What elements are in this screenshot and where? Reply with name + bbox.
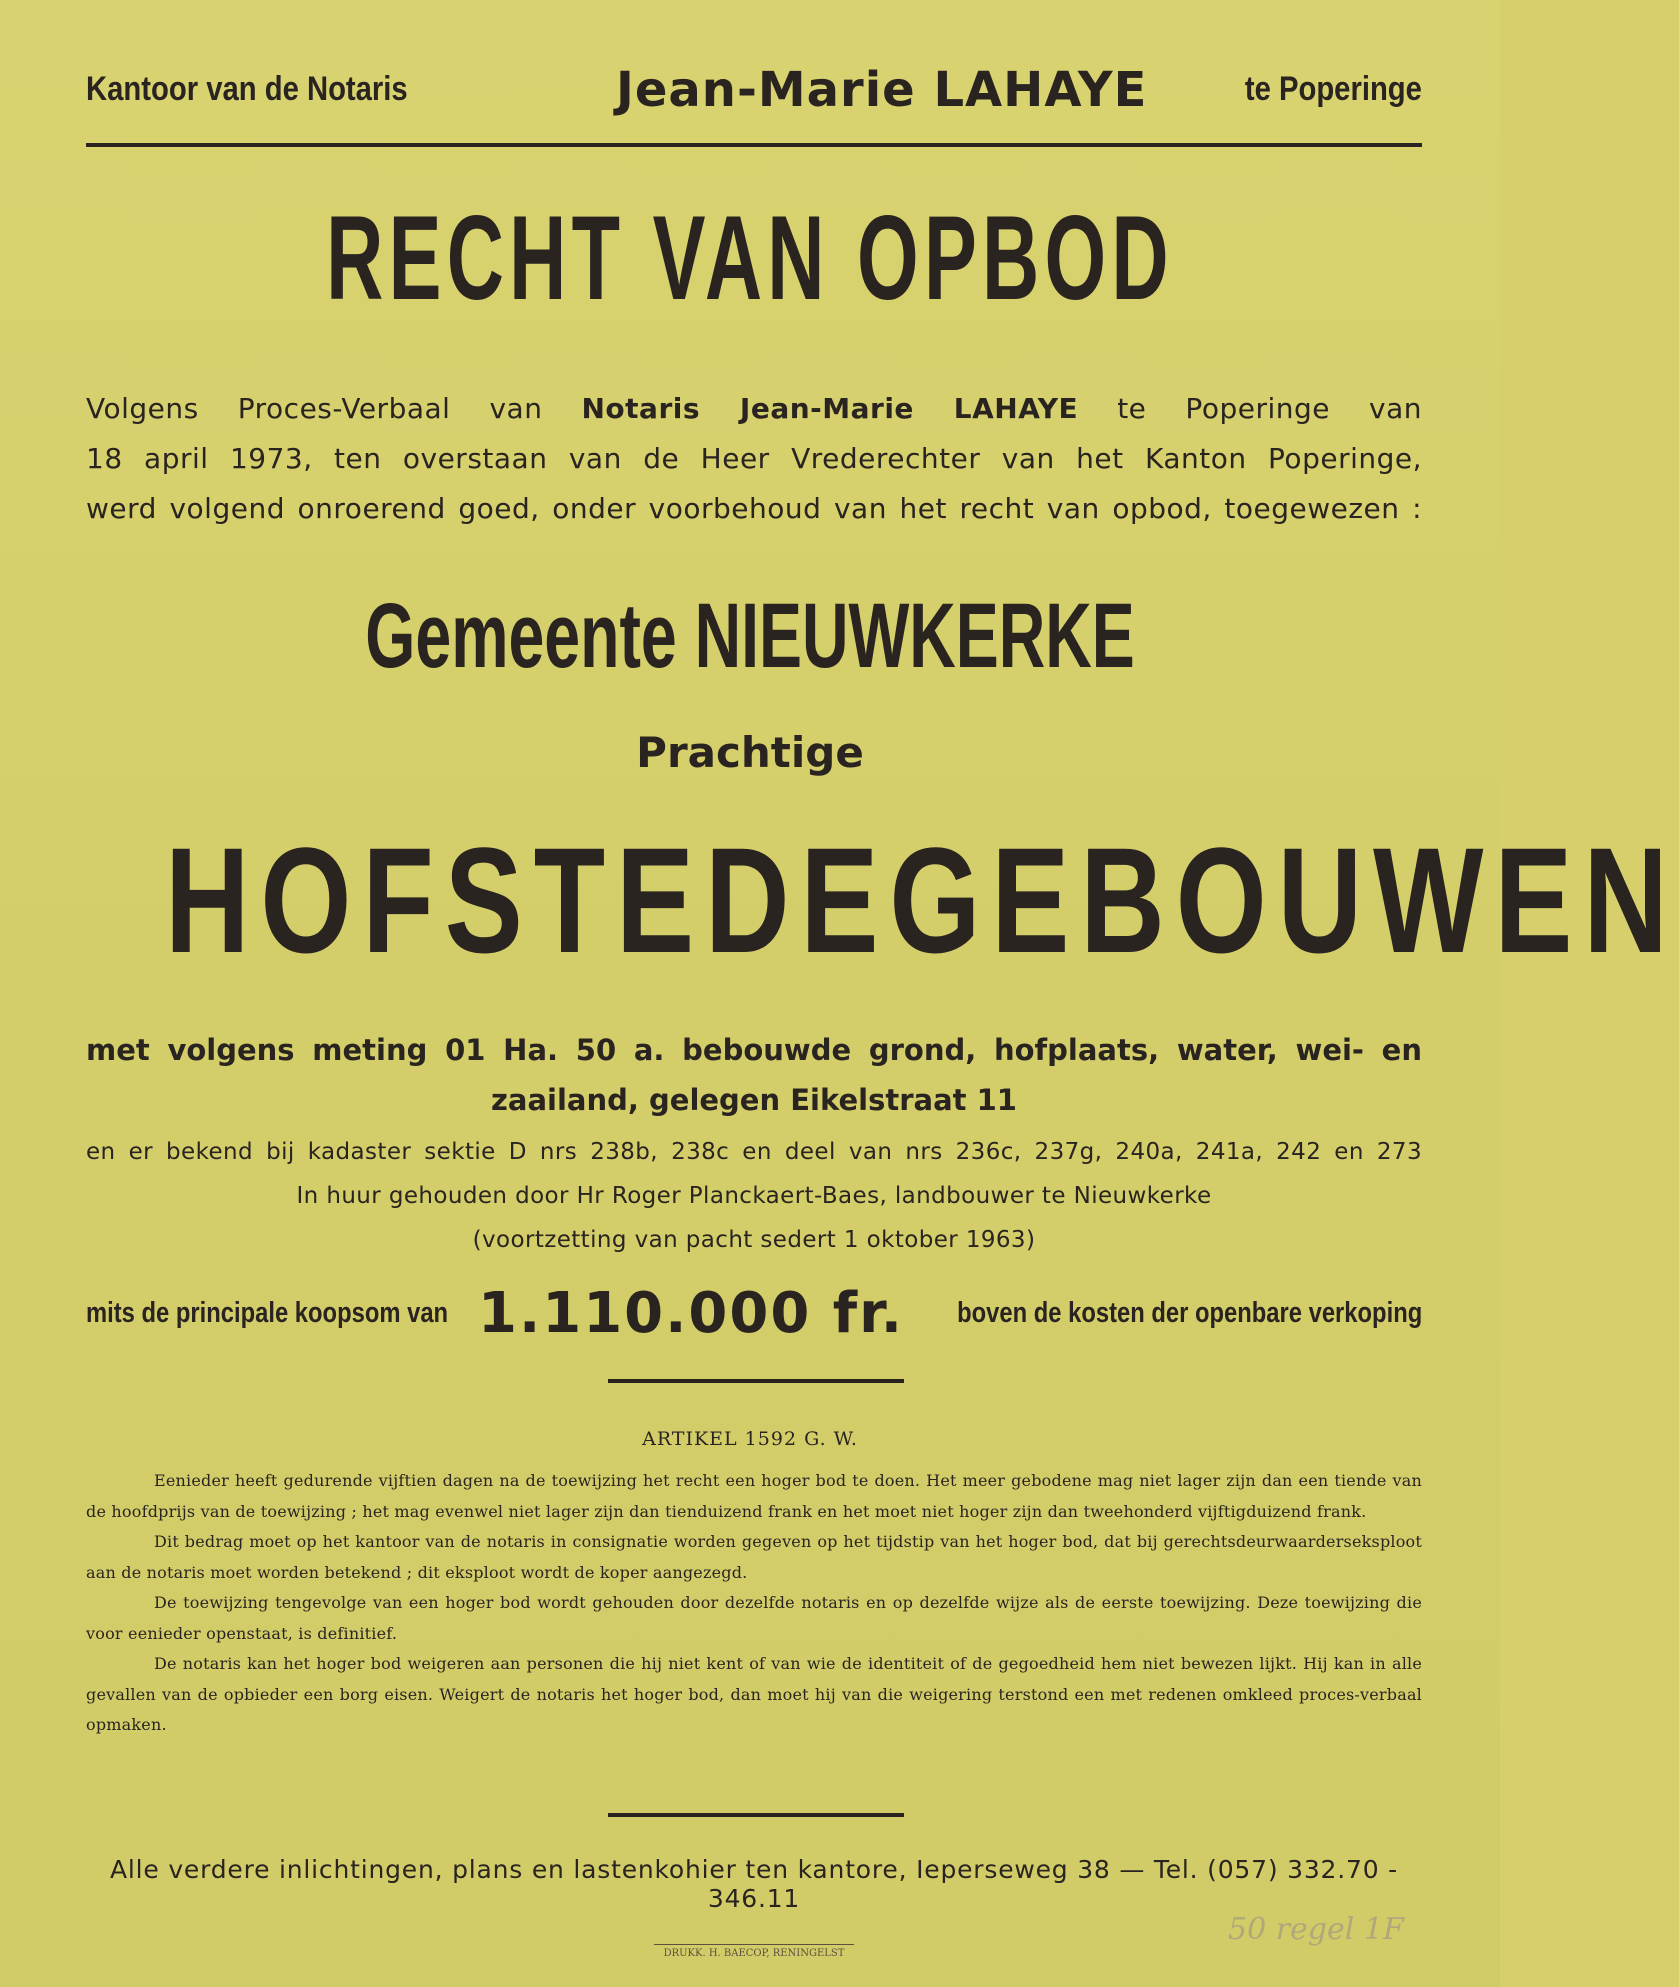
intro-line-2: 18 april 1973, ten overstaan van de Heer Vrederechter van het Kanton Poperinge, <box>86 442 1422 475</box>
price-suffix: boven de kosten der openbare verkoping <box>956 1296 1422 1329</box>
details-block <box>86 1130 1422 1262</box>
notary-header <box>86 62 1422 134</box>
cadastre-line: en er bekend bij kadaster sektie D nrs 238b, 238c en deel van nrs 236c, 237g, 240a, 241a, 242 en 273 <box>86 1139 1422 1165</box>
lease-line: In huur gehouden door Hr Roger Planckaert-Baes, landbouwer te Nieuwkerke <box>296 1183 1212 1209</box>
intro-line-1 <box>86 384 1422 434</box>
intro-paragraph <box>86 384 1422 534</box>
article-paragraph: De toewijzing tengevolge van een hoger bod wordt gehouden door dezelfde notaris en op dezelfde wijze als de eerste toewijzing. Deze toewijzing die voor eenieder openstaat, is definitief. <box>86 1593 1422 1643</box>
property-type-heading: HOFSTEDEGEBOUWEN <box>165 816 1679 984</box>
price-prefix: mits de principale koopsom van <box>86 1296 449 1329</box>
intro-line-3: werd volgend onroerend goed, onder voorbehoud van het recht van opbod, toegewezen : <box>86 492 1422 525</box>
price-line <box>86 1268 1422 1358</box>
article-paragraph: Dit bedrag moet op het kantoor van de notaris in consignatie worden gegeven op het tijdstip van het hoger bod, dat bij gerechtsdeurwaarderseksploot aan de notaris moet worden betekend ; dit eksploot wordt de koper aangezegd. <box>86 1532 1422 1582</box>
printer-imprint: DRUKK. H. BAECOP, RENINGELST <box>654 1944 854 1959</box>
price-amount: 1.110.000 fr. <box>478 1280 905 1346</box>
article-paragraph: De notaris kan het hoger bod weigeren aan personen die hij niet kent of van wie de identiteit of de gegoedheid hem niet bewezen lijkt. Hij kan in alle gevallen van de opbieder een borg eisen. Weigert de notaris het hoger bod, dan moet hij van die weigering terstond een met redenen omkleed proces-verbaal opmaken. <box>86 1654 1422 1734</box>
commune-heading: Gemeente NIEUWKERKE <box>365 585 1135 687</box>
article-text <box>86 1466 1422 1741</box>
intro-line-1-pre: Volgens Proces-Verbaal van <box>86 392 543 425</box>
notary-name: Jean-Marie LAHAYE <box>616 62 1148 118</box>
measure-line-2: zaailand, gelegen Eikelstraat 11 <box>491 1083 1017 1117</box>
measure-block <box>86 1025 1422 1125</box>
divider-rule <box>608 1379 904 1383</box>
continuation-line: (voortzetting van pacht sedert 1 oktober 1963) <box>472 1227 1036 1253</box>
footer-rule <box>608 1813 904 1817</box>
adjective-heading: Prachtige <box>636 728 864 777</box>
header-rule <box>86 143 1422 147</box>
office-prefix: Kantoor van de Notaris <box>86 70 408 108</box>
contact-footer: Alle verdere inlichtingen, plans en lastenkohier ten kantore, Ieperseweg 38 — Tel. (057) 332.70 - 346.11 <box>110 1855 1398 1913</box>
article-title: ARTIKEL 1592 G. W. <box>642 1428 858 1450</box>
poster-title: RECHT VAN OPBOD <box>326 191 1174 325</box>
article-paragraph: Eenieder heeft gedurende vijftien dagen na de toewijzing het recht een hoger bod te doen. Het meer gebodene mag niet lager zijn dan een tiende van de hoofdprijs van de toewijzing ; het mag evenwel niet lager zijn dan tienduizend frank en het moet niet hoger zijn dan tweehonderd vijftigduizend frank. <box>86 1471 1422 1521</box>
measure-line-1: met volgens meting 01 Ha. 50 a. bebouwde grond, hofplaats, water, wei- en <box>86 1033 1422 1067</box>
intro-line-1-post: te Poperinge van <box>1117 392 1422 425</box>
handwritten-note: 50 regel 1F <box>1228 1912 1404 1947</box>
office-place: te Poperinge <box>1244 70 1422 108</box>
intro-notary-name: Notaris Jean-Marie LAHAYE <box>581 392 1079 425</box>
